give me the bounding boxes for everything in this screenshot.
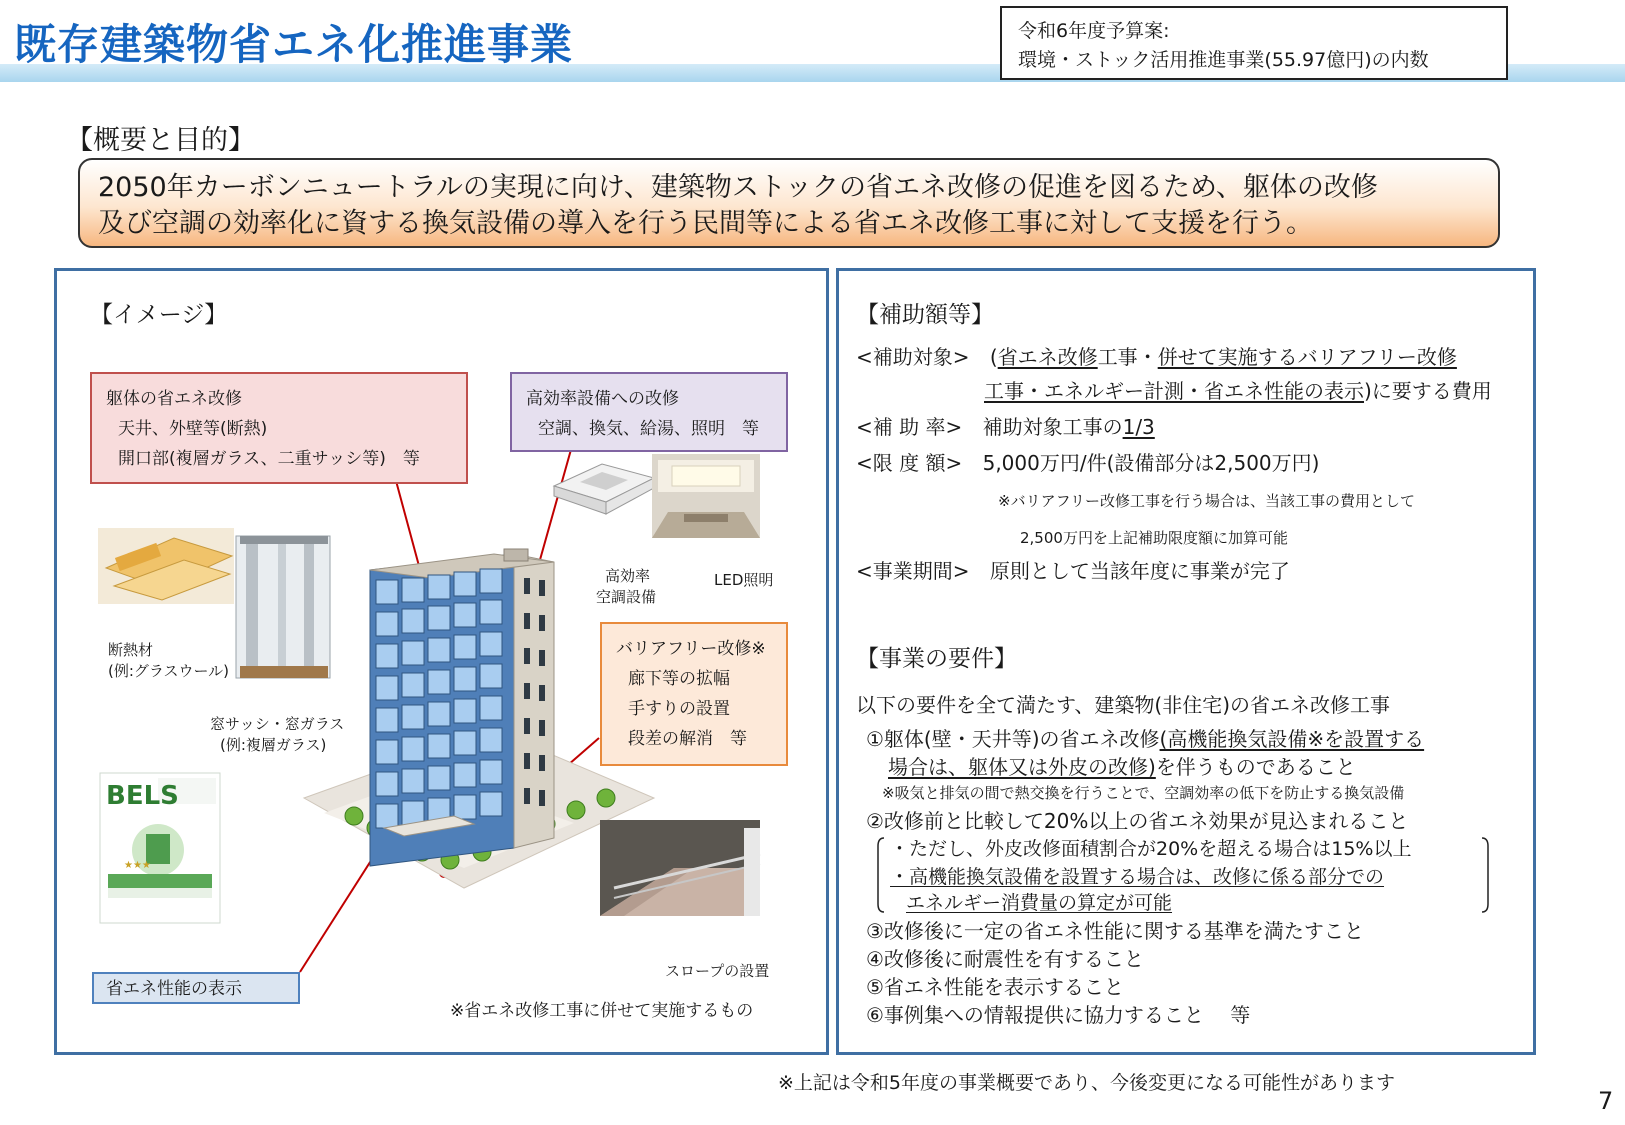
image-note: ※省エネ改修工事に併せて実施するもの: [450, 1001, 754, 1021]
requirement-3: ③改修後に一定の省エネ性能に関する基準を満たすこと: [866, 919, 1364, 943]
requirement-2: ②改修前と比較して20%以上の省エネ効果が見込まれること: [866, 809, 1409, 833]
subsidy-period-label: <事業期間>: [856, 559, 970, 583]
callout-bf-title: バリアフリー改修※: [616, 639, 766, 659]
callout-bf-line-1: 廊下等の拡幅: [628, 669, 730, 689]
label-insulation-1: 断熱材: [108, 641, 154, 659]
callout-equip-line-1: 空調、換気、給湯、照明 等: [538, 419, 759, 439]
requirement-4: ④改修後に耐震性を有すること: [866, 947, 1144, 971]
led-lighting-photo: [652, 454, 760, 538]
subsidy-rate-pre: 補助対象工事の: [982, 415, 1123, 439]
subsidy-target-mid: 工事・: [1097, 345, 1158, 369]
requirement-1-row: [866, 724, 1424, 754]
requirement-2-sub-3-row: [906, 888, 1172, 918]
subsidy-target-open: (: [989, 345, 998, 369]
callout-body-title: 躯体の省エネ改修: [106, 389, 242, 409]
requirement-1d: を伴うものであること: [1155, 755, 1356, 779]
subsidy-limit-label: <限 度 額>: [856, 451, 963, 475]
requirement-2-sub-1: ・ただし、外皮改修面積割合が20%を超える場合は15%以上: [890, 838, 1412, 860]
requirement-1c: 場合は、躯体又は外皮の改修): [888, 755, 1156, 779]
callout-bf-line-2: 手すりの設置: [628, 699, 730, 719]
callout-body-renovation: [90, 372, 468, 484]
subsidy-limit-note-1: ※バリアフリー改修工事を行う場合は、当該工事の費用として: [998, 492, 1415, 510]
callout-equipment: [510, 372, 788, 452]
callout-equip-title: 高効率設備への改修: [526, 389, 679, 409]
subsidy-period-row: [856, 556, 1290, 586]
subsidy-target-row: [856, 342, 1457, 372]
subsidy-target-u2: 併せて実施するバリアフリー改修: [1157, 345, 1457, 369]
building-illustration: [370, 549, 554, 866]
aircon-photo: [554, 464, 654, 514]
requirement-6: ⑥事例集への情報提供に協力すること 等: [866, 1003, 1251, 1027]
overview-line-1: 2050年カーボンニュートラルの実現に向け、建築物ストックの省エネ改修の促進を図るため、躯体の改修: [98, 172, 1378, 203]
subsidy-target-label: <補助対象>: [856, 345, 970, 369]
label-insulation-2: (例:グラスウール): [108, 662, 230, 680]
subsidy-period-value: 原則として当該年度に事業が完了: [989, 559, 1290, 583]
requirement-2-sub-2: ・高機能換気設備を設置する場合は、改修に係る部分での: [890, 866, 1385, 888]
label-window-1: 窓サッシ・窓ガラス: [210, 715, 345, 733]
subsidy-target-u3: 工事・エネルギー計測・省エネ性能の表示: [984, 379, 1364, 403]
overview-line-2: 及び空調の効率化に資する換気設備の導入を行う民間等による省エネ改修工事に対して支援を行う。: [98, 208, 1313, 239]
subsidy-rate-value: 1/3: [1122, 415, 1155, 439]
label-aircon-2: 空調設備: [596, 588, 657, 606]
footer-note: ※上記は令和5年度の事業概要であり、今後変更になる可能性があります: [778, 1072, 1396, 1094]
label-slope: スロープの設置: [665, 962, 770, 980]
requirement-5: ⑤省エネ性能を表示すること: [866, 975, 1124, 999]
subsidy-limit-value: 5,000万円/件(設備部分は2,500万円): [982, 451, 1320, 475]
svg-text:★★★: ★★★: [124, 860, 151, 871]
budget-box: [1000, 6, 1508, 80]
subsidy-rate-label: <補 助 率>: [856, 415, 963, 439]
callout-body-line-2: 開口部(複層ガラス、二重サッシ等) 等: [118, 449, 420, 469]
subsidy-limit-row: [856, 448, 1319, 478]
bels-logo-text: BELS: [106, 781, 179, 811]
label-window-2: (例:複層ガラス): [220, 736, 327, 754]
requirements-heading: 【事業の要件】: [856, 646, 1017, 672]
requirement-1-note: ※吸気と排気の間で熱交換を行うことで、空調効率の低下を防止する換気設備: [882, 784, 1405, 802]
overview-heading: 【概要と目的】: [66, 125, 255, 156]
window-sash-photo: [236, 536, 330, 678]
callout-energy-display: 省エネ性能の表示: [92, 972, 300, 1004]
page-number: 7: [1598, 1087, 1614, 1115]
requirement-2-sub-3: エネルギー消費量の算定が可能: [906, 892, 1173, 914]
requirements-intro: 以下の要件を全て満たす、建築物(非住宅)の省エネ改修工事: [856, 693, 1391, 717]
label-aircon-1: 高効率: [605, 567, 651, 585]
callout-body-line-1: 天井、外壁等(断熱): [118, 419, 268, 439]
subsidy-target-u1: 省エネ改修: [997, 345, 1098, 369]
label-led: LED照明: [714, 571, 774, 589]
subsidy-target-row-2: [984, 376, 1492, 406]
budget-line-2: 環境・ストック活用推進事業(55.97億円)の内数: [1018, 49, 1429, 71]
insulation-photo: [98, 528, 234, 604]
subsidy-limit-note-2: 2,500万円を上記補助限度額に加算可能: [1020, 529, 1288, 547]
requirement-1a: ①躯体(壁・天井等)の省エネ改修: [866, 727, 1160, 751]
slope-photo: [600, 820, 760, 916]
subsidy-rate-row: [856, 412, 1155, 442]
overview-box: [78, 158, 1500, 248]
budget-line-1: 令和6年度予算案:: [1018, 20, 1170, 42]
subsidy-target-tail: )に要する費用: [1364, 379, 1492, 403]
subsidy-heading: 【補助額等】: [856, 302, 994, 328]
requirement-1-row-2: [888, 752, 1356, 782]
page-title: 既存建築物省エネ化推進事業: [14, 20, 574, 69]
callout-bf-line-3: 段差の解消 等: [628, 729, 747, 749]
image-heading: 【イメージ】: [90, 302, 228, 328]
requirement-1b: (高機能換気設備※を設置する: [1159, 727, 1425, 751]
callout-barrier-free: [600, 622, 788, 766]
